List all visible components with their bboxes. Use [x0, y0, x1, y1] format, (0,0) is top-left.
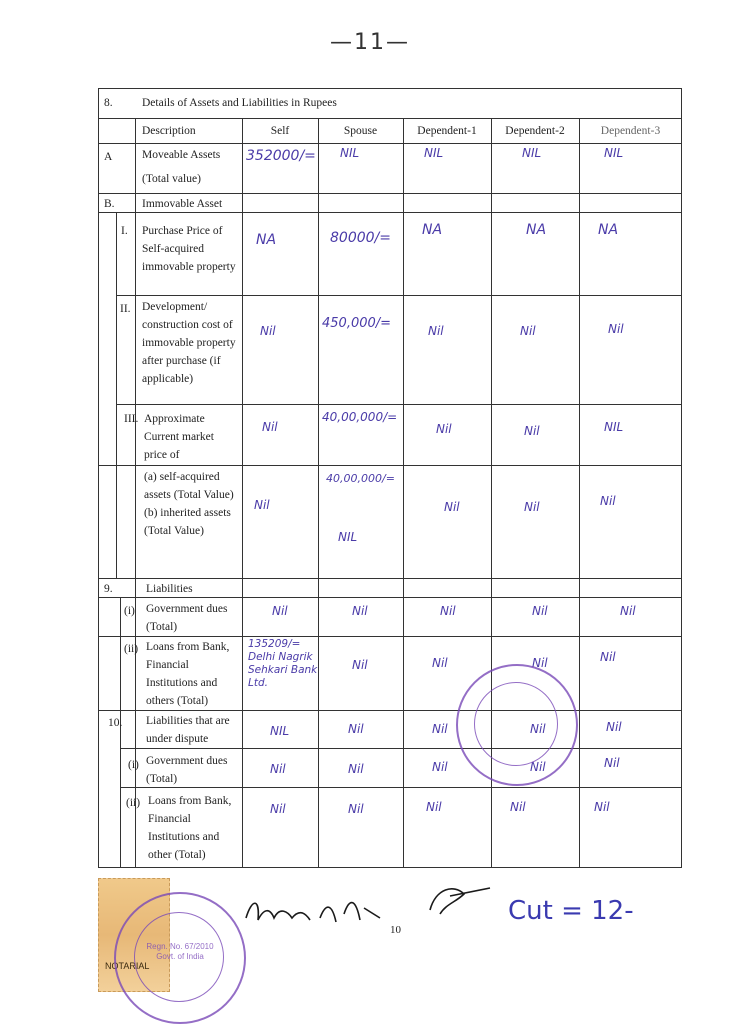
- handwritten-value: Nil: [530, 760, 546, 774]
- handwritten-value: 40,00,000/=: [322, 410, 398, 424]
- row-label: II.: [120, 303, 131, 315]
- handwritten-value: Nil: [262, 420, 278, 434]
- handwritten-value: Nil: [524, 424, 540, 438]
- handwritten-value: NIL: [522, 146, 542, 160]
- header-spouse: Spouse: [343, 125, 378, 137]
- row-description: Immovable Asset: [142, 198, 223, 210]
- handwritten-value: Nil: [600, 494, 616, 508]
- row-description: Government dues (Total): [146, 755, 228, 785]
- handwritten-value: Nil: [426, 800, 442, 814]
- row-description: Development/ construction cost of immovable property after purchase (if applicable): [142, 301, 236, 385]
- handwritten-note: Cut = 12-: [508, 896, 634, 926]
- header-self: Self: [270, 125, 290, 137]
- handwritten-value: NIL: [270, 724, 290, 738]
- header-dependent-1: Dependent-1: [417, 125, 477, 137]
- stamp-registration: Regn. No. 67/2010 Govt. of India: [146, 942, 214, 961]
- handwritten-value: NA: [598, 222, 619, 238]
- revenue-stamp-label: NOTARIAL: [105, 961, 150, 971]
- handwritten-value: Nil: [606, 720, 622, 734]
- rule: [318, 118, 319, 868]
- handwritten-value: Nil: [270, 762, 286, 776]
- handwritten-value: NIL: [338, 530, 358, 544]
- handwritten-value: Nil: [520, 324, 536, 338]
- handwritten-value: Nil: [530, 722, 546, 736]
- handwritten-value: Nil: [594, 800, 610, 814]
- rule: [403, 118, 404, 868]
- page-number: 10: [390, 924, 401, 936]
- row-description: Moveable Assets: [142, 149, 221, 161]
- rule: [98, 636, 682, 637]
- handwritten-value: NIL: [340, 146, 360, 160]
- rule: [98, 193, 682, 194]
- row-description: (a) self-acquired assets (Total Value) (b) inherited assets (Total Value): [144, 471, 234, 537]
- handwritten-value: Nil: [436, 422, 452, 436]
- handwritten-value: NA: [256, 232, 277, 248]
- notary-seal-inner-ring: [474, 682, 558, 766]
- handwritten-value: Nil: [272, 604, 288, 618]
- handwritten-value: NA: [422, 222, 443, 238]
- handwritten-value: 450,000/=: [322, 316, 392, 331]
- row-description: Liabilities that are under dispute: [146, 715, 230, 745]
- rule: [98, 465, 682, 466]
- handwritten-value: Nil: [532, 656, 548, 670]
- handwritten-value: Nil: [254, 498, 270, 512]
- handwritten-value: NIL: [604, 146, 624, 160]
- rule: [98, 143, 682, 144]
- handwritten-value: Nil: [432, 656, 448, 670]
- rule: [98, 578, 682, 579]
- handwritten-value: Nil: [348, 722, 364, 736]
- rule: [98, 118, 682, 119]
- rule: [579, 118, 580, 868]
- top-page-mark: —11—: [330, 30, 410, 55]
- row-description: (Total value): [142, 173, 201, 185]
- rule: [116, 295, 682, 296]
- row-description: Loans from Bank, Financial Institutions and other (Total): [148, 795, 232, 861]
- handwritten-value: Nil: [620, 604, 636, 618]
- handwritten-value: Nil: [270, 802, 286, 816]
- handwritten-value: 80000/=: [330, 230, 391, 246]
- handwritten-value: Nil: [444, 500, 460, 514]
- row-label: (ii): [126, 797, 141, 809]
- row-label: (i): [128, 759, 139, 771]
- row-label: A: [104, 151, 113, 163]
- notary-seal-footer: [114, 892, 246, 1024]
- row-label: III.: [124, 413, 139, 425]
- handwritten-value: Nil: [432, 722, 448, 736]
- rule: [98, 710, 682, 711]
- handwritten-value: Nil: [348, 802, 364, 816]
- handwritten-value: Nil: [524, 500, 540, 514]
- handwritten-value: Nil: [608, 322, 624, 336]
- row-label: (ii): [124, 643, 139, 655]
- handwritten-value: Nil: [532, 604, 548, 618]
- header-description: Description: [142, 125, 196, 137]
- row-label: 9.: [104, 583, 113, 595]
- rule: [116, 212, 117, 578]
- notary-seal: [456, 664, 578, 786]
- handwritten-value: Nil: [600, 650, 616, 664]
- header-dependent-2: Dependent-2: [505, 125, 565, 137]
- row-label: 10.: [108, 717, 123, 729]
- row-description: Purchase Price of Self-acquired immovable property: [142, 225, 236, 273]
- handwritten-value: Nil: [352, 658, 368, 672]
- handwritten-value: Nil: [348, 762, 364, 776]
- handwritten-value: Nil: [510, 800, 526, 814]
- rule: [120, 597, 121, 868]
- header-dependent-3: Dependent-3: [600, 125, 661, 137]
- handwritten-value: Nil: [432, 760, 448, 774]
- row-label: I.: [121, 225, 128, 237]
- signature: [240, 878, 510, 938]
- handwritten-value: Nil: [352, 604, 368, 618]
- rule: [120, 748, 682, 749]
- handwritten-value: NIL: [424, 146, 444, 160]
- row-description: Liabilities: [146, 583, 193, 595]
- handwritten-value: Nil: [604, 756, 620, 770]
- handwritten-value: Nil: [440, 604, 456, 618]
- rule: [242, 118, 243, 868]
- handwritten-value: 352000/=: [246, 148, 316, 164]
- handwritten-value: NA: [526, 222, 547, 238]
- rule: [116, 404, 682, 405]
- section-title: Details of Assets and Liabilities in Rupees: [142, 97, 337, 109]
- handwritten-value: Nil: [260, 324, 276, 338]
- section-number: 8.: [104, 97, 113, 109]
- handwritten-value: 135209/= Delhi Nagrik Sehkari Bank Ltd.: [248, 638, 318, 689]
- row-description: Government dues (Total): [146, 603, 228, 633]
- row-description: Loans from Bank, Financial Institutions and others (Total): [146, 641, 230, 707]
- handwritten-value: 40,00,000/=: [326, 472, 395, 485]
- row-label: B.: [104, 198, 115, 210]
- handwritten-value: NIL: [604, 420, 624, 434]
- handwritten-value: Nil: [428, 324, 444, 338]
- row-description: Approximate Current market price of: [144, 413, 214, 461]
- row-label: (i): [124, 605, 135, 617]
